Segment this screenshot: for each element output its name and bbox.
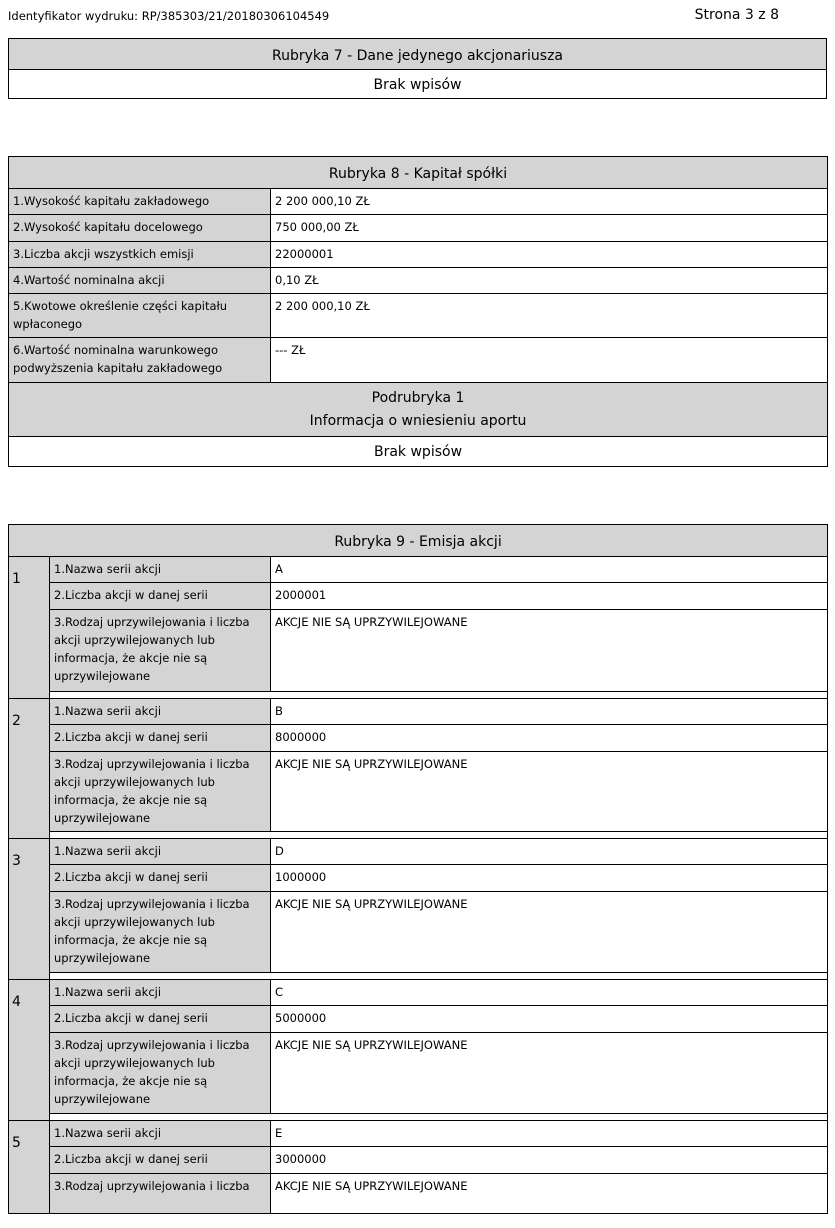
series-name-value: A [271, 557, 828, 583]
entry-separator [50, 973, 828, 980]
entry-number: 3 [9, 839, 50, 980]
section-8-table [8, 156, 828, 467]
capital-label: 5.Kwotowe określenie części kapitału wpłaconego [9, 294, 271, 338]
capital-row [9, 338, 828, 383]
capital-row [9, 268, 828, 294]
capital-label: 3.Liczba akcji wszystkich emisji [9, 242, 271, 268]
section-9-title: Rubryka 9 - Emisja akcji [9, 525, 828, 557]
capital-value: 22000001 [271, 242, 828, 268]
series-name-value: E [271, 1121, 828, 1147]
entry-separator [50, 1114, 828, 1121]
section-9-table [8, 524, 828, 1214]
share-count-value: 8000000 [271, 725, 828, 752]
privilege-row [9, 1174, 828, 1214]
print-header [8, 7, 827, 25]
series-name-value: B [271, 699, 828, 725]
series-name-label: 1.Nazwa serii akcji [50, 557, 271, 583]
privilege-label: 3.Rodzaj uprzywilejowania i liczba akcji uprzywilejowanych lub informacja, że akcje nie są uprzywilejowane [50, 610, 271, 692]
capital-value: --- ZŁ [271, 338, 828, 383]
series-name-value: D [271, 839, 828, 865]
capital-label: 6.Wartość nominalna warunkowego podwyższenia kapitału zakładowego [9, 338, 271, 383]
privilege-value: AKCJE NIE SĄ UPRZYWILEJOWANE [271, 752, 828, 832]
capital-value: 2 200 000,10 ZŁ [271, 294, 828, 338]
privilege-value: AKCJE NIE SĄ UPRZYWILEJOWANE [271, 892, 828, 973]
privilege-row [9, 610, 828, 692]
privilege-label: 3.Rodzaj uprzywilejowania i liczba akcji uprzywilejowanych lub informacja, że akcje nie są uprzywilejowane [50, 1033, 271, 1114]
share-count-value: 3000000 [271, 1147, 828, 1174]
capital-row [9, 242, 828, 268]
privilege-value: AKCJE NIE SĄ UPRZYWILEJOWANE [271, 1174, 828, 1214]
privilege-value: AKCJE NIE SĄ UPRZYWILEJOWANE [271, 1033, 828, 1114]
capital-value: 0,10 ZŁ [271, 268, 828, 294]
page-number: Strona 3 z 8 [694, 7, 779, 23]
share-count-row [9, 583, 828, 610]
share-count-value: 5000000 [271, 1006, 828, 1033]
entry-number: 4 [9, 980, 50, 1121]
share-series-row [9, 980, 828, 1006]
privilege-label: 3.Rodzaj uprzywilejowania i liczba akcji uprzywilejowanych lub informacja, że akcje nie są uprzywilejowane [50, 752, 271, 832]
capital-row [9, 215, 828, 242]
entry-number: 5 [9, 1121, 50, 1214]
share-count-row [9, 865, 828, 892]
privilege-value: AKCJE NIE SĄ UPRZYWILEJOWANE [271, 610, 828, 692]
series-name-label: 1.Nazwa serii akcji [50, 699, 271, 725]
privilege-row [9, 1033, 828, 1114]
capital-label: 2.Wysokość kapitału docelowego [9, 215, 271, 242]
share-count-row [9, 1147, 828, 1174]
share-series-row [9, 1121, 828, 1147]
print-identifier: Identyfikator wydruku: RP/385303/21/20180306104549 [8, 9, 330, 23]
share-count-value: 1000000 [271, 865, 828, 892]
share-series-row [9, 557, 828, 583]
section-7-empty-note: Brak wpisów [9, 70, 827, 99]
capital-value: 2 200 000,10 ZŁ [271, 189, 828, 215]
privilege-label: 3.Rodzaj uprzywilejowania i liczba akcji uprzywilejowanych lub informacja, że akcje nie są uprzywilejowane [50, 892, 271, 973]
entry-separator [50, 692, 828, 699]
privilege-row [9, 892, 828, 973]
section-7-table [8, 38, 827, 99]
entry-number: 1 [9, 557, 50, 699]
capital-label: 1.Wysokość kapitału zakładowego [9, 189, 271, 215]
share-count-label: 2.Liczba akcji w danej serii [50, 725, 271, 752]
share-count-label: 2.Liczba akcji w danej serii [50, 1147, 271, 1174]
section-7-title: Rubryka 7 - Dane jedynego akcjonariusza [9, 39, 827, 70]
privilege-label: 3.Rodzaj uprzywilejowania i liczba [50, 1174, 271, 1214]
share-count-label: 2.Liczba akcji w danej serii [50, 583, 271, 610]
subsection-1-title: Podrubryka 1 Informacja o wniesieniu aportu [9, 383, 828, 437]
share-count-label: 2.Liczba akcji w danej serii [50, 865, 271, 892]
capital-row [9, 294, 828, 338]
privilege-row [9, 752, 828, 832]
share-series-row [9, 839, 828, 865]
share-count-value: 2000001 [271, 583, 828, 610]
capital-row [9, 189, 828, 215]
series-name-label: 1.Nazwa serii akcji [50, 839, 271, 865]
capital-value: 750 000,00 ZŁ [271, 215, 828, 242]
series-name-label: 1.Nazwa serii akcji [50, 1121, 271, 1147]
entry-separator [50, 832, 828, 839]
share-count-row [9, 725, 828, 752]
subsection-1-empty-note: Brak wpisów [9, 437, 828, 467]
capital-label: 4.Wartość nominalna akcji [9, 268, 271, 294]
share-count-label: 2.Liczba akcji w danej serii [50, 1006, 271, 1033]
share-count-row [9, 1006, 828, 1033]
entry-number: 2 [9, 699, 50, 839]
section-8-title: Rubryka 8 - Kapitał spółki [9, 157, 828, 189]
share-series-row [9, 699, 828, 725]
series-name-label: 1.Nazwa serii akcji [50, 980, 271, 1006]
series-name-value: C [271, 980, 828, 1006]
